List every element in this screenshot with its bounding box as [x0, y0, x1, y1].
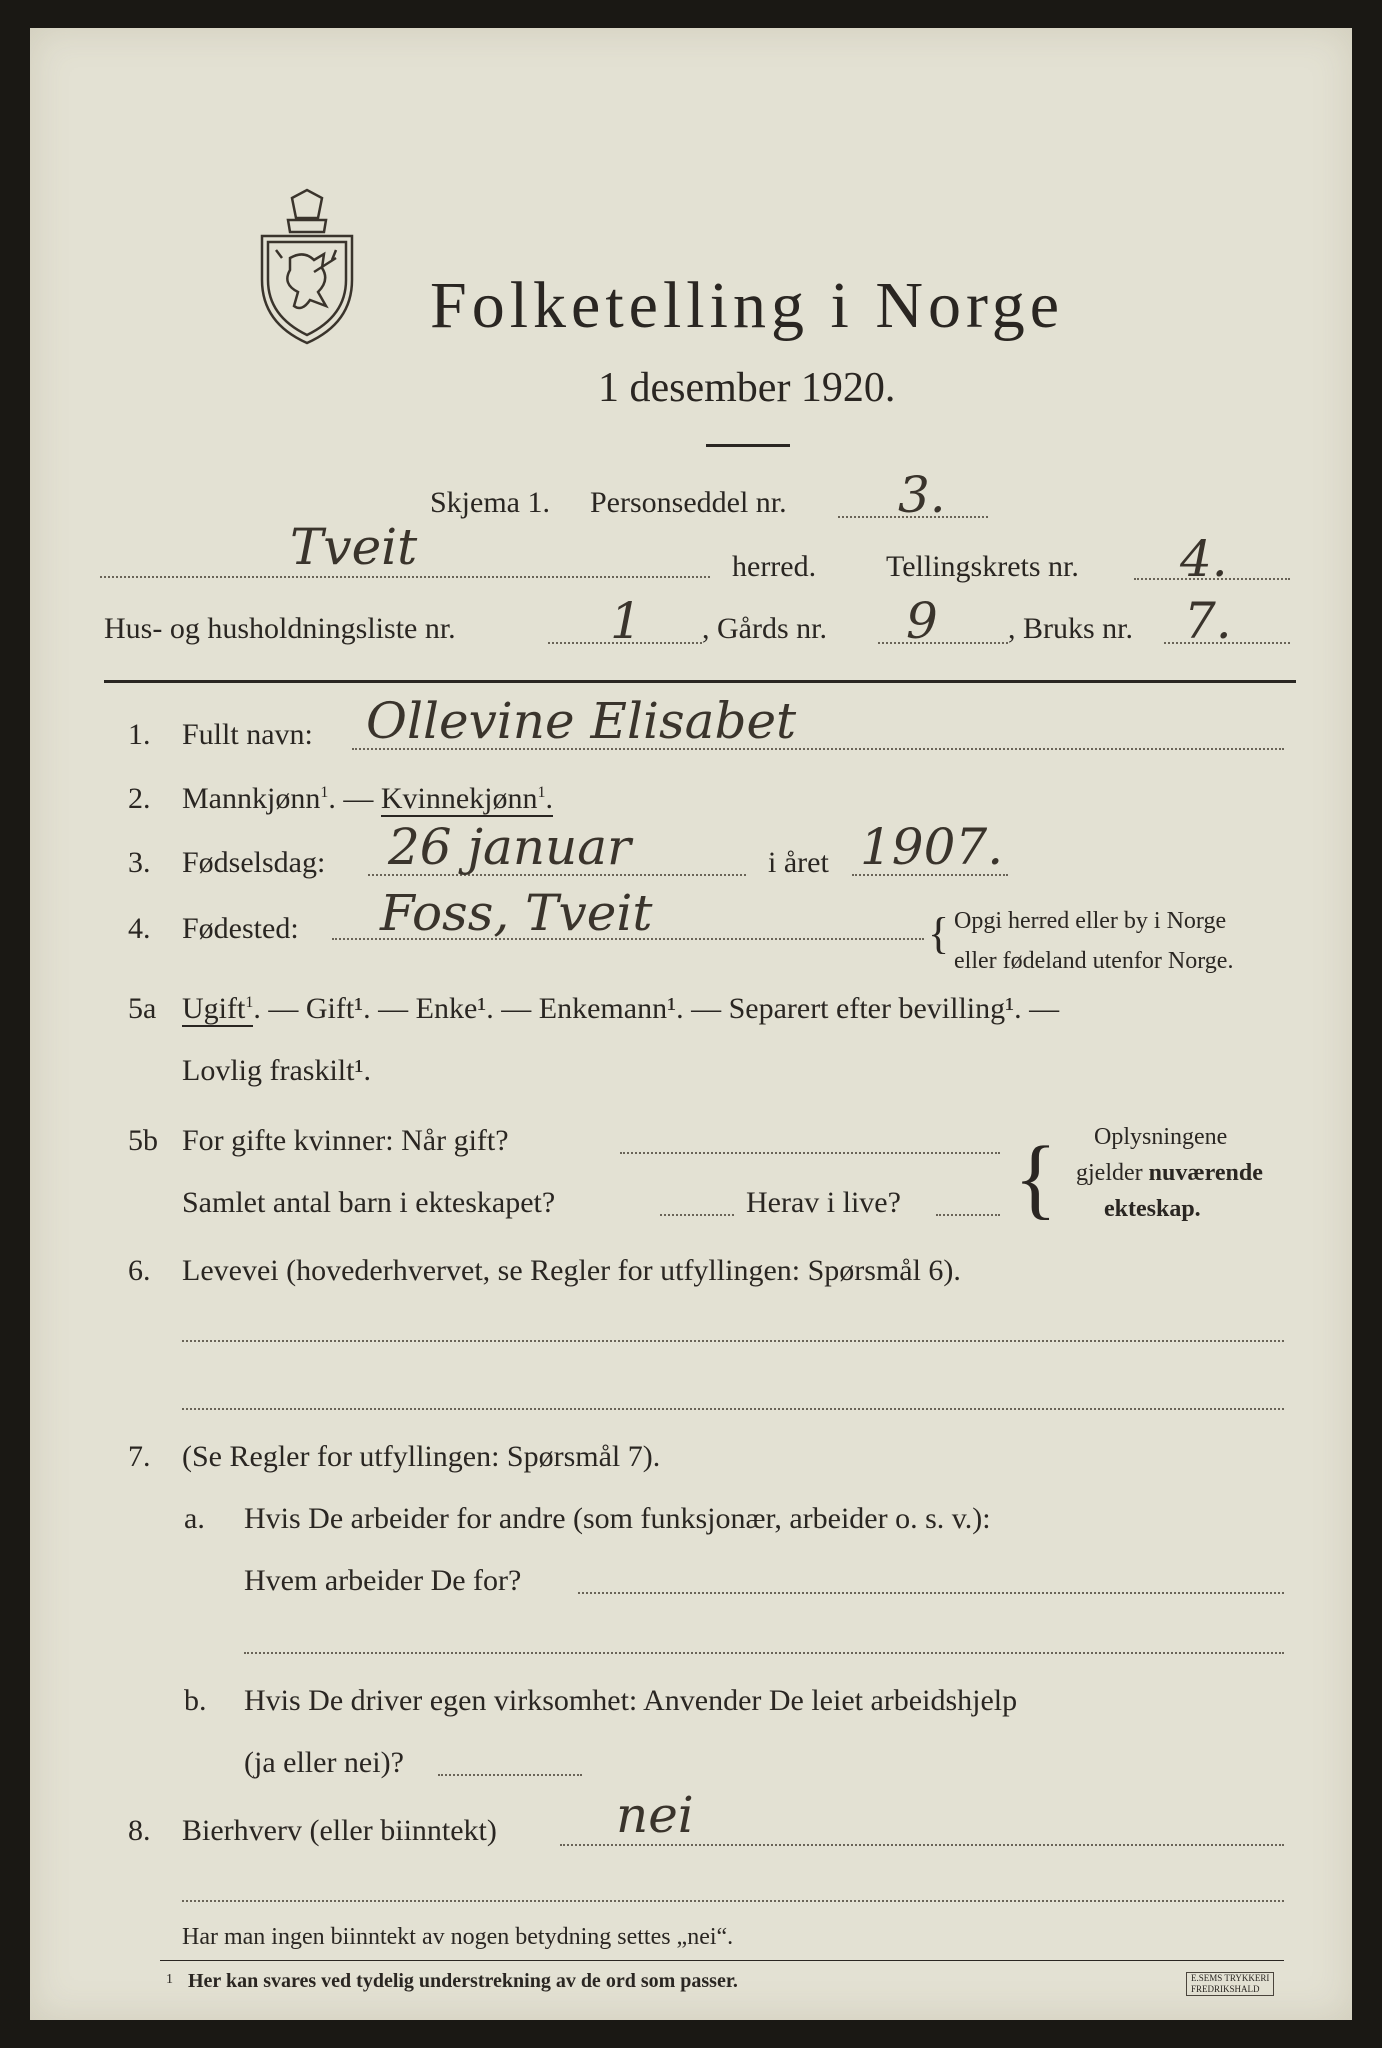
- q1-number: 1.: [128, 718, 151, 751]
- q2-female-footnote-mark: 1: [537, 784, 546, 801]
- printer-stamp-line1: E.SEMS TRYKKERI: [1191, 1973, 1270, 1983]
- personseddel-label: Personseddel nr.: [590, 486, 787, 519]
- q5b-alive-label: Herav i live?: [746, 1186, 901, 1219]
- q5b-when-line: [620, 1152, 1000, 1154]
- q2-female-label-underlined: [381, 782, 553, 817]
- q8-line2: [182, 1900, 1284, 1902]
- q5b-note-line1: Oplysningene: [1094, 1124, 1228, 1150]
- q4-note-line2: eller fødeland utenfor Norge.: [954, 948, 1234, 974]
- footnote-number: 1: [166, 1972, 173, 1987]
- q7b-number: b.: [184, 1684, 207, 1717]
- q7b-line: [438, 1774, 582, 1776]
- q5a-line2: Lovlig fraskilt¹.: [182, 1054, 371, 1087]
- q5b-alive-line: [936, 1214, 1000, 1216]
- gards-label: , Gårds nr.: [702, 612, 827, 645]
- q7-label: (Se Regler for utfyllingen: Spørsmål 7).: [182, 1440, 661, 1473]
- bruks-label: , Bruks nr.: [1008, 612, 1134, 645]
- q2-female-label: Kvinnekjønn: [380, 782, 538, 815]
- printer-stamp-line2: FREDRIKSHALD: [1191, 1984, 1260, 1994]
- q6-line2: [182, 1408, 1284, 1410]
- q2-separator: . —: [328, 782, 381, 815]
- q7b-line2: (ja eller nei)?: [244, 1746, 404, 1779]
- tellingskrets-label: Tellingskrets nr.: [886, 550, 1079, 583]
- form-title: Folketelling i Norge: [430, 269, 1065, 342]
- q5b-children-label: Samlet antal barn i ekteskapet?: [182, 1186, 556, 1219]
- herred-label: herred.: [732, 550, 817, 583]
- q2-male-footnote-mark: 1: [320, 784, 329, 801]
- q3-year-value: 1907.: [860, 818, 1004, 876]
- census-form-page: [30, 28, 1352, 2020]
- q7a-line: [578, 1592, 1284, 1594]
- q1-label: Fullt navn:: [182, 718, 313, 751]
- q2-male-label: Mannkjønn: [182, 782, 321, 815]
- q4-number: 4.: [128, 912, 151, 945]
- q7a-line-extra: [244, 1652, 1284, 1654]
- q5b-number: 5b: [128, 1124, 158, 1157]
- q4-label: Fødested:: [182, 912, 299, 945]
- q5b-note-line2: [1076, 1160, 1263, 1187]
- q8-number: 8.: [128, 1814, 151, 1847]
- q7a-number: a.: [184, 1502, 205, 1535]
- q5a-number: 5a: [128, 992, 157, 1025]
- hus-label: Hus- og husholdningsliste nr.: [104, 612, 456, 645]
- footer-note: Har man ingen biinntekt av nogen betydning settes „nei“.: [182, 1924, 734, 1950]
- footnote-text: Her kan svares ved tydelig understrekning av de ord som passer.: [188, 1970, 738, 1992]
- q3-year-label: i året: [768, 846, 829, 879]
- q5b-note-gjelder: gjelder: [1076, 1160, 1143, 1186]
- norwegian-coat-of-arms-icon: [252, 188, 362, 348]
- q5a-ugift-underlined: [182, 992, 253, 1027]
- footer-rule: [160, 1960, 1284, 1961]
- q1-value: Ollevine Elisabet: [366, 692, 797, 750]
- q8-value: nei: [616, 1786, 694, 1844]
- q6-label: Levevei (hovederhvervet, se Regler for utfyllingen: Spørsmål 6).: [182, 1254, 961, 1287]
- q5b-note-current: nuværende: [1148, 1160, 1263, 1186]
- tellingskrets-value: 4.: [1180, 530, 1228, 588]
- q5a-ugift: Ugift: [182, 992, 246, 1025]
- q5b-line1: For gifte kvinner: Når gift?: [182, 1124, 509, 1157]
- q4-brace: {: [928, 909, 950, 958]
- q5a-line1: [182, 992, 1059, 1026]
- q4-value: Foss, Tveit: [380, 884, 653, 942]
- personseddel-value: 3.: [898, 466, 946, 524]
- gards-value: 9: [906, 592, 938, 650]
- q5b-children-line: [660, 1214, 734, 1216]
- title-divider: [706, 444, 790, 447]
- header-rule: [104, 680, 1296, 683]
- q3-number: 3.: [128, 846, 151, 879]
- q5b-note-line3: ekteskap.: [1104, 1196, 1201, 1222]
- bruks-value: 7.: [1184, 592, 1232, 650]
- gards-line: [878, 642, 1008, 644]
- q2-text: [182, 782, 553, 816]
- q7a-line2: Hvem arbeider De for?: [244, 1564, 522, 1597]
- q5b-brace: {: [1014, 1129, 1058, 1228]
- q8-label: Bierhverv (eller biinntekt): [182, 1814, 497, 1847]
- form-subtitle: 1 desember 1920.: [598, 365, 896, 411]
- q6-number: 6.: [128, 1254, 151, 1287]
- q2-end: .: [545, 782, 553, 815]
- herred-line: [100, 576, 710, 578]
- q6-line1: [182, 1340, 1284, 1342]
- hus-value: 1: [610, 592, 642, 650]
- q8-line: [560, 1844, 1284, 1846]
- q5a-ugift-footnote-mark: 1: [245, 994, 254, 1011]
- q7a-line1: Hvis De arbeider for andre (som funksjonær, arbeider o. s. v.):: [244, 1502, 991, 1535]
- q5a-options: . — Gift¹. — Enke¹. — Enkemann¹. — Separert efter bevilling¹. —: [253, 992, 1060, 1025]
- printer-stamp: [1186, 1972, 1274, 1996]
- q3-value: 26 januar: [388, 818, 631, 876]
- q3-label: Fødselsdag:: [182, 846, 326, 879]
- q7-number: 7.: [128, 1440, 151, 1473]
- q2-number: 2.: [128, 782, 151, 815]
- herred-value: Tveit: [290, 518, 418, 576]
- q4-note-line1: Opgi herred eller by i Norge: [954, 908, 1227, 934]
- skjema-label: Skjema 1.: [430, 486, 550, 519]
- q7b-line1: Hvis De driver egen virksomhet: Anvender De leiet arbeidshjelp: [244, 1684, 1018, 1717]
